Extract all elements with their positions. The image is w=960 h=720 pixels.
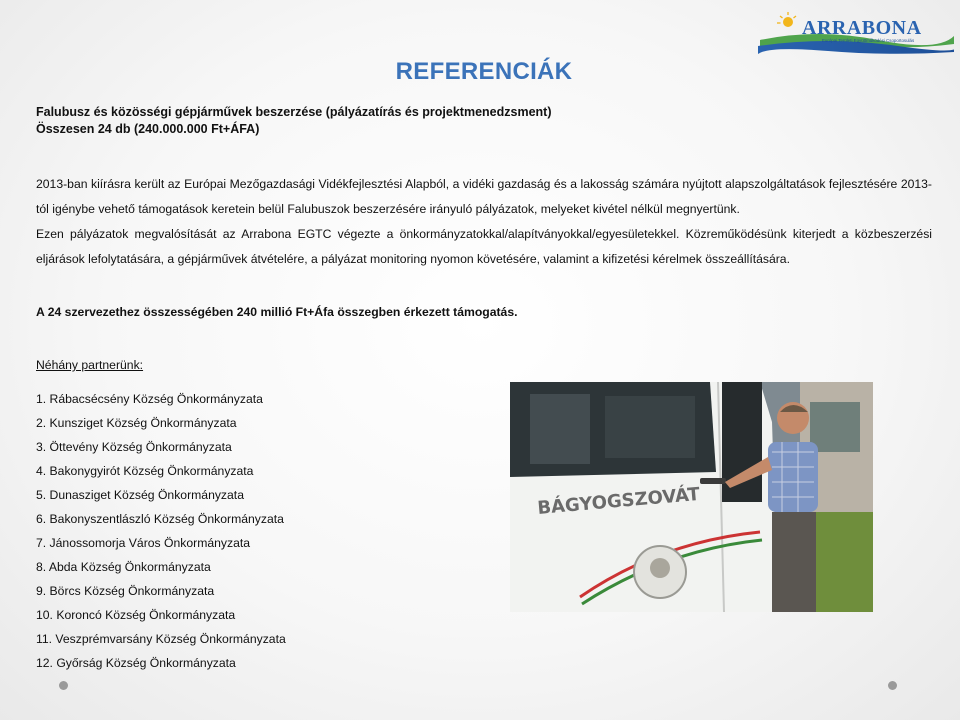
- list-item: 6. Bakonyszentlászló Község Önkormányzata: [36, 512, 284, 526]
- list-item: 7. Jánossomorja Város Önkormányzata: [36, 536, 251, 550]
- village-bus-photo: [510, 382, 873, 612]
- page-title: REFERENCIÁK: [395, 58, 573, 85]
- partners-label: Néhány partnerünk:: [36, 358, 144, 372]
- list-item: 3. Öttevény Község Önkormányzata: [36, 440, 232, 454]
- list-item: 12. Győrság Község Önkormányzata: [36, 656, 236, 670]
- partner-list: [36, 390, 286, 678]
- slide-dot-left: [59, 681, 68, 690]
- list-item: 8. Abda Község Önkormányzata: [36, 560, 211, 574]
- project-total: Összesen 24 db (240.000.000 Ft+ÁFA): [36, 122, 260, 136]
- van-lettering: BÁGYOGSZOVÁT: [536, 483, 701, 519]
- list-item: 10. Koroncó Község Önkormányzata: [36, 608, 236, 622]
- summary-paragraph: A 24 szervezethez összességében 240 millió Ft+Áfa összegben érkezett támogatás.: [36, 305, 518, 319]
- slide-dot-right: [888, 681, 897, 690]
- project-title: Falubusz és közösségi gépjárművek beszerzése (pályázatírás és projektmenedzsment): [36, 105, 552, 119]
- arrabona-logo: [758, 10, 954, 54]
- implementation-paragraph: Ezen pályázatok megvalósítását az Arrabona EGTC végezte a önkormányzatokkal/alapítványokkal/egyesületekkel. Közreműködésünk kiterjedt a közbeszerzési eljárások lefolytatására, a gépjárművek átvételére, a pályázat monitoring nyomon követésére, valamint a kifizetési kérelmek összeállítására.: [36, 227, 932, 266]
- list-item: 9. Börcs Község Önkormányzata: [36, 584, 215, 598]
- list-item: 5. Dunasziget Község Önkormányzata: [36, 488, 244, 502]
- list-item: 11. Veszprémvarsány Község Önkormányzata: [36, 632, 286, 646]
- logo-text: ARRABONA: [802, 17, 922, 39]
- list-item: 2. Kunsziget Község Önkormányzata: [36, 416, 237, 430]
- project-heading: [36, 104, 551, 138]
- list-item: 4. Bakonygyirót Község Önkormányzata: [36, 464, 254, 478]
- logo-subtitle: Európai Területi Együttműködési Csoportosulás: [822, 38, 915, 43]
- intro-paragraph: 2013-ban kiírásra került az Európai Mezőgazdasági Vidékfejlesztési Alapból, a vidéki gazdaság és a lakosság számára nyújtott alapszolgáltatások fejlesztésére 2013-tól igénybe vehető támogatások keretein belül Falubuszok beszerzésére irányuló pályázatok, melyeket kivétel nélkül megnyertünk.: [36, 177, 932, 216]
- sun-icon: [777, 12, 796, 27]
- list-item: 1. Rábacsécsény Község Önkormányzata: [36, 392, 263, 406]
